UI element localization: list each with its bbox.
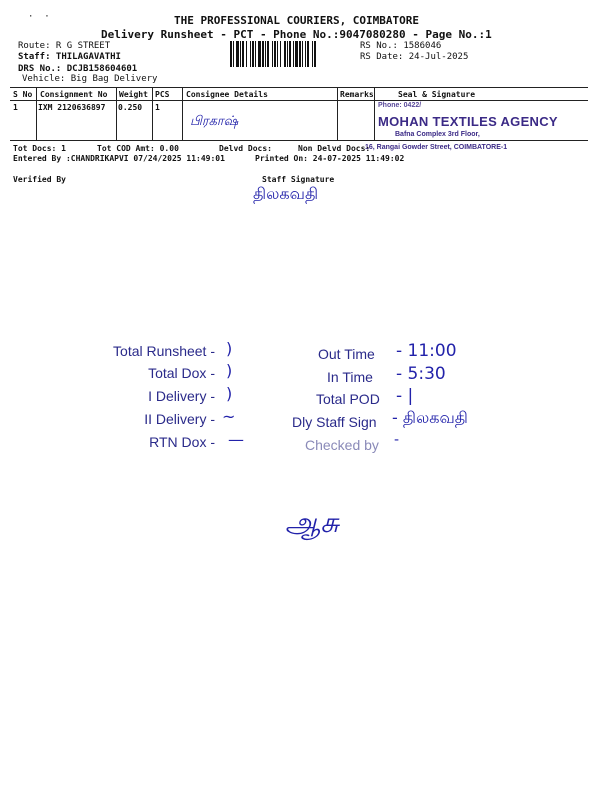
- total-cod: Tot COD Amt: 0.00: [97, 144, 179, 153]
- barcode-bar: [307, 41, 309, 67]
- stamp-address2: 16, Rangai Gowder Street, COIMBATORE-1: [365, 144, 508, 151]
- barcode-bar: [305, 41, 306, 67]
- staff-signature-label: Staff Signature: [262, 175, 335, 184]
- barcode-bar: [267, 41, 269, 67]
- col-divider: [116, 87, 117, 140]
- barcode-bar: [274, 41, 276, 67]
- summary-in-time-value: - 5:30: [396, 364, 446, 384]
- barcode-bar: [299, 41, 301, 67]
- consignee-signature: பிரகாஷ்: [190, 114, 239, 129]
- runsheet-title: Delivery Runsheet - PCT - Phone No.:9047080280 - Page No.:1: [101, 28, 492, 41]
- vehicle: Vehicle: Big Bag Delivery: [22, 74, 158, 84]
- barcode-bar: [252, 41, 254, 67]
- stamp-phone: Phone: 0422/: [378, 102, 422, 109]
- barcode-bar: [230, 41, 232, 67]
- staff: Staff: THILAGAVATHI: [18, 52, 121, 62]
- header-seal: Seal & Signature: [398, 90, 476, 99]
- table-top-rule: [10, 87, 588, 88]
- barcode-bar: [295, 41, 298, 67]
- col-divider: [337, 87, 338, 140]
- barcode-bar: [314, 41, 316, 67]
- summary-staff-sign-value: - திலகவதி: [392, 408, 468, 427]
- summary-out-time-value: - 11:00: [396, 341, 457, 361]
- barcode-bar: [284, 41, 286, 67]
- summary-total-dox-label: Total Dox -: [148, 365, 215, 381]
- summary-rtn-dox-value: —: [228, 430, 244, 449]
- initials-signature: ஆசு: [285, 506, 339, 539]
- barcode-bar: [250, 41, 251, 67]
- col-divider: [374, 87, 375, 140]
- barcode-bar: [280, 41, 281, 67]
- header-sno: S No: [13, 90, 33, 99]
- row-pcs: 1: [155, 103, 160, 112]
- summary-total-pod-value: - |: [396, 386, 414, 406]
- barcode-bar: [246, 41, 247, 67]
- header-weight: Weight: [119, 90, 148, 99]
- delivered-docs: Delvd Docs:: [219, 144, 272, 153]
- summary-out-time-label: Out Time: [318, 346, 375, 362]
- verified-by: Verified By: [13, 175, 66, 184]
- barcode-bar: [277, 41, 278, 67]
- rs-number: RS No.: 1586046: [360, 41, 442, 51]
- header-remarks: Remarks: [340, 90, 374, 99]
- barcode-bar: [240, 41, 241, 67]
- total-docs: Tot Docs: 1: [13, 144, 66, 153]
- header-pcs: PCS: [155, 90, 170, 99]
- col-divider: [36, 87, 37, 140]
- barcode-bar: [272, 41, 273, 67]
- summary-total-dox-value: ): [226, 361, 233, 380]
- row-consignment: IXM 2120636897: [38, 103, 106, 112]
- barcode-bar: [242, 41, 244, 67]
- barcode-bar: [265, 41, 266, 67]
- summary-in-time-label: In Time: [327, 369, 373, 385]
- barcode-bar: [287, 41, 288, 67]
- drs-number: DRS No.: DCJB158604601: [18, 64, 138, 74]
- summary-i-delivery-label: I Delivery -: [148, 388, 215, 404]
- summary-staff-sign-label: Dly Staff Sign: [292, 414, 377, 430]
- barcode-bar: [302, 41, 303, 67]
- col-divider: [152, 87, 153, 140]
- table-header-rule: [10, 100, 588, 101]
- scan-mark: · ·: [28, 12, 50, 22]
- barcode-bar: [255, 41, 256, 67]
- printed-on: Printed On: 24-07-2025 11:49:02: [255, 154, 405, 163]
- non-delivered-docs: Non Delvd Docs:: [298, 144, 371, 153]
- barcode-bar: [258, 41, 261, 67]
- barcode-icon: [230, 41, 354, 67]
- col-divider: [182, 87, 183, 140]
- summary-total-pod-label: Total POD: [316, 391, 380, 407]
- entered-by: Entered By :CHANDRIKAPVI 07/24/2025 11:49:01: [13, 154, 225, 163]
- header-consignment: Consignment No: [40, 90, 108, 99]
- barcode-bar: [289, 41, 291, 67]
- summary-rtn-dox-label: RTN Dox -: [149, 434, 215, 450]
- summary-checked-by-label: Checked by: [305, 437, 379, 453]
- summary-ii-delivery-value: ~: [222, 407, 236, 426]
- barcode-bar: [262, 41, 264, 67]
- row-sno: 1: [13, 103, 18, 112]
- staff-signature: திலகவதி: [253, 184, 319, 203]
- summary-ii-delivery-label: II Delivery -: [144, 411, 215, 427]
- route: Route: R G STREET: [18, 41, 111, 51]
- summary-total-runsheet-value: ): [226, 339, 233, 358]
- stamp-name: MOHAN TEXTILES AGENCY: [378, 114, 558, 129]
- barcode-bar: [312, 41, 313, 67]
- summary-total-runsheet-label: Total Runsheet -: [113, 343, 215, 359]
- table-bottom-rule: [10, 140, 588, 141]
- summary-checked-by-value: -: [394, 432, 400, 448]
- rs-date: RS Date: 24-Jul-2025: [360, 52, 469, 62]
- company-name: THE PROFESSIONAL COURIERS, COIMBATORE: [174, 14, 420, 27]
- barcode-bar: [236, 41, 239, 67]
- row-weight: 0.250: [118, 103, 143, 112]
- summary-i-delivery-value: ): [226, 384, 233, 403]
- header-consignee: Consignee Details: [186, 90, 268, 99]
- stamp-address1: Bafna Complex 3rd Floor,: [395, 131, 480, 138]
- barcode-bar: [293, 41, 294, 67]
- barcode-bar: [233, 41, 234, 67]
